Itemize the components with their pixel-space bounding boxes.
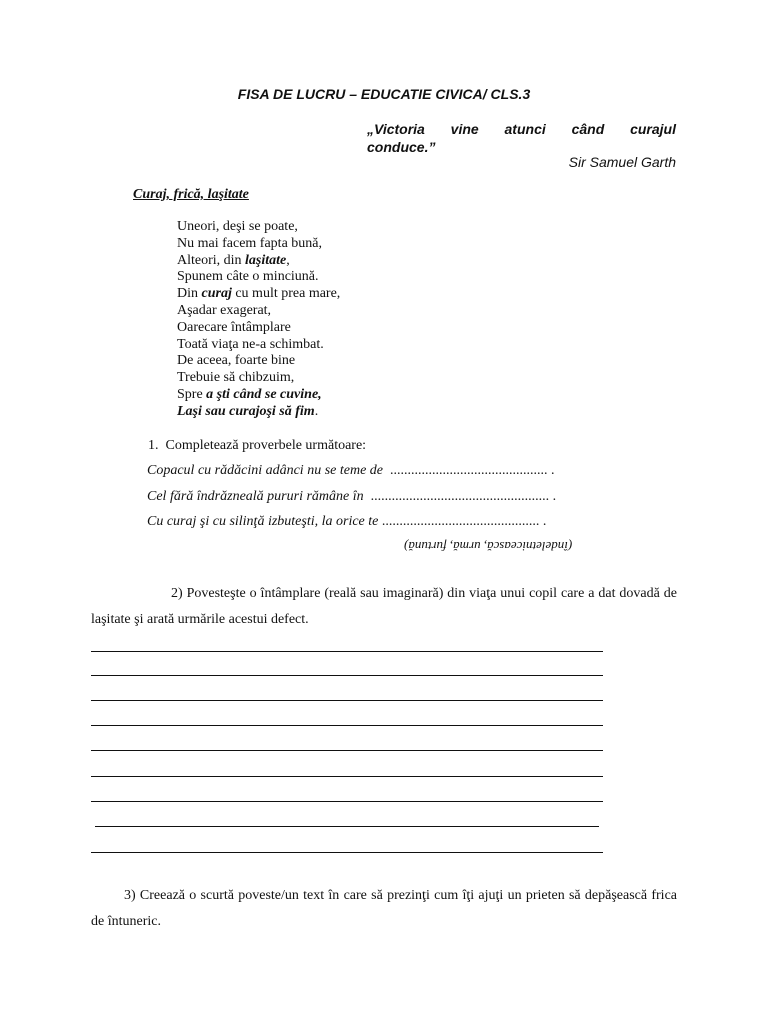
poem-line: Trebuie să chibzuim,: [177, 370, 295, 386]
exercise3-body: 3) Creează o scurtă poveste/un text în care să prezinţi cum îţi ajuţi un prieten să depăşească frica de întuneric.: [91, 888, 677, 929]
answer-line: [91, 651, 603, 652]
proverb-text: Copacul cu rădăcini adânci nu se teme de: [147, 463, 384, 478]
poem-line: Oarecare întâmplare: [177, 319, 291, 335]
poem-line: Toată viaţa ne-a schimbat.: [177, 336, 324, 352]
poem-line: De aceea, foarte bine: [177, 353, 296, 369]
poem-line-text: .: [314, 403, 319, 419]
proverb-text: Cu curaj şi cu silinţă izbuteşti, la orice te: [147, 514, 379, 529]
poem-line-text: Spre: [177, 386, 207, 402]
worksheet-title: FISA DE LUCRU – EDUCATIE CIVICA/ CLS.3: [237, 86, 531, 102]
proverb-blank: ............................................. .: [381, 514, 547, 529]
answer-line: [91, 852, 603, 853]
poem-emphasis: laşitate: [245, 252, 287, 268]
proverb-blank: ............................................. .: [390, 463, 555, 478]
exercise1-number: 1.: [148, 438, 159, 453]
poem-emphasis: Laşi sau curajoşi să fim: [177, 403, 315, 419]
poem-line: [177, 253, 340, 270]
answer-line: [91, 750, 603, 751]
epigraph-author: Sir Samuel Garth: [568, 154, 676, 170]
answer-line: [91, 801, 603, 802]
poem-line: Nu mai facem fapta bună,: [177, 235, 322, 251]
answer-line: [91, 725, 603, 726]
exercise2-text: [91, 581, 677, 633]
exercise1-text: Completează proverbele următoare:: [165, 438, 367, 453]
poem: [177, 219, 340, 421]
proverb-1: [147, 463, 555, 479]
poem-line-text: ,: [286, 252, 290, 268]
poem-line: Aşadar exagerat,: [177, 302, 272, 318]
poem-line: Spunem câte o minciună.: [177, 269, 319, 285]
proverb-3: [147, 514, 546, 530]
answer-line: [91, 675, 603, 676]
exercise3-text: [91, 883, 677, 935]
poem-line: [177, 286, 340, 303]
poem-line: Uneori, deşi se poate,: [177, 219, 298, 234]
answer-line: [91, 776, 603, 777]
proverb-text: Cel fără îndrăzneală pururi rămâne în: [147, 489, 364, 504]
exercise2-body: 2) Povesteşte o întâmplare (reală sau imaginară) din viaţa unui copil care a dat dovadă de laşitate şi arată urmările acestui defect.: [91, 586, 677, 627]
poem-line-text: cu mult prea mare,: [231, 286, 341, 302]
proverb-2: [147, 489, 556, 505]
poem-line: [177, 404, 340, 421]
poem-line-text: Alteori, din: [177, 252, 246, 268]
proverb-blank: ................................................... .: [370, 489, 557, 504]
answer-line: [91, 700, 603, 701]
poem-emphasis: curaj: [201, 286, 232, 302]
poem-line: [177, 387, 340, 404]
poem-emphasis: a şti când se cuvine,: [206, 386, 322, 402]
poem-title: Curaj, frică, laşitate: [133, 187, 249, 202]
proverb-hint-upside-down: (îndeletnicească, urmă, furtună): [404, 539, 573, 554]
poem-line-text: Din: [177, 286, 202, 302]
epigraph-quote: „Victoria vine atunci când curajul conduce.”: [367, 121, 676, 155]
exercise1-instruction: [148, 438, 366, 454]
answer-line: [95, 826, 599, 827]
